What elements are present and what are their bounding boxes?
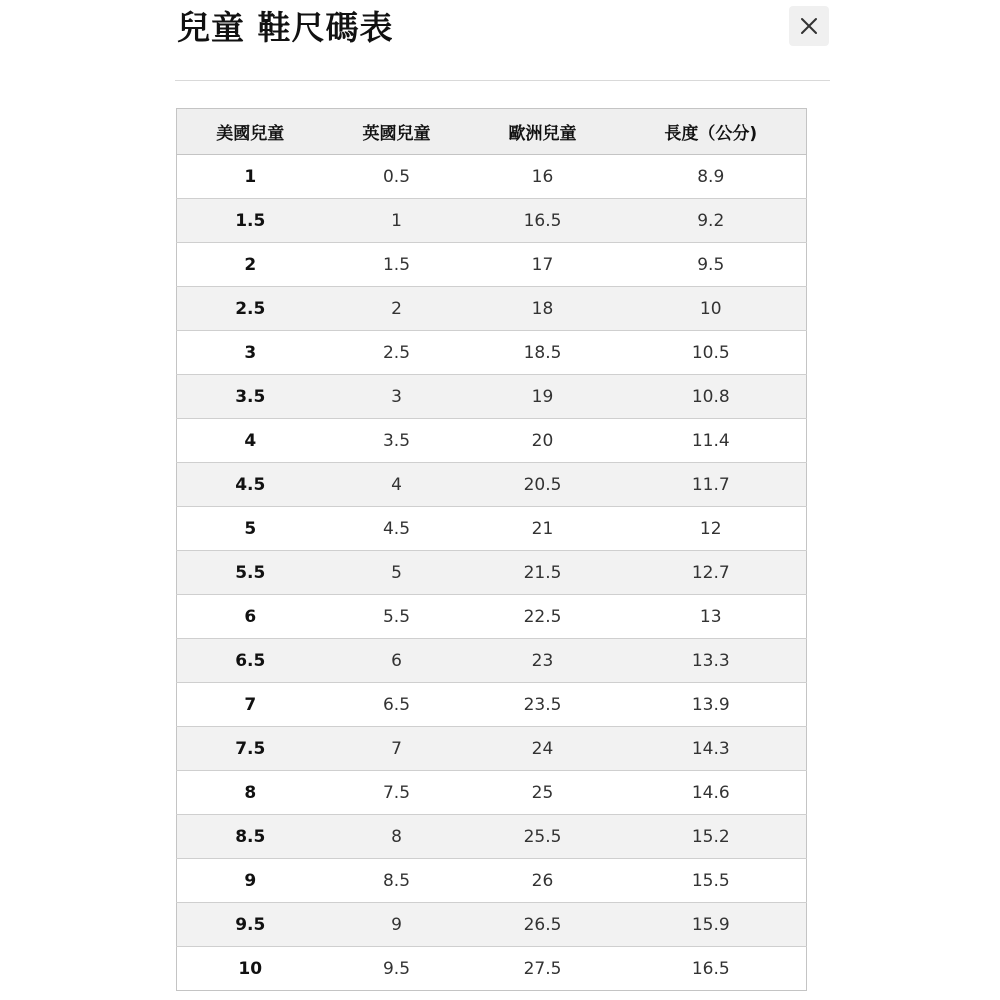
cell-us-kids: 5	[177, 507, 324, 551]
cell-length-cm: 15.2	[616, 815, 807, 859]
cell-uk-kids: 3.5	[324, 419, 470, 463]
cell-uk-kids: 5.5	[324, 595, 470, 639]
cell-eu-kids: 16.5	[470, 199, 616, 243]
cell-length-cm: 15.5	[616, 859, 807, 903]
table-row	[177, 287, 807, 331]
table-row	[177, 771, 807, 815]
cell-eu-kids: 24	[470, 727, 616, 771]
size-table	[176, 108, 807, 991]
cell-length-cm: 15.9	[616, 903, 807, 947]
cell-eu-kids: 17	[470, 243, 616, 287]
cell-us-kids: 4.5	[177, 463, 324, 507]
cell-eu-kids: 18.5	[470, 331, 616, 375]
cell-us-kids: 3	[177, 331, 324, 375]
dialog-title: 兒童 鞋尺碼表	[177, 8, 394, 47]
table-body	[177, 155, 807, 991]
table-row	[177, 331, 807, 375]
cell-length-cm: 13.9	[616, 683, 807, 727]
cell-eu-kids: 26.5	[470, 903, 616, 947]
cell-eu-kids: 27.5	[470, 947, 616, 991]
cell-us-kids: 5.5	[177, 551, 324, 595]
table-row	[177, 683, 807, 727]
cell-length-cm: 11.7	[616, 463, 807, 507]
cell-length-cm: 10.8	[616, 375, 807, 419]
cell-us-kids: 4	[177, 419, 324, 463]
cell-length-cm: 9.2	[616, 199, 807, 243]
cell-length-cm: 8.9	[616, 155, 807, 199]
cell-us-kids: 3.5	[177, 375, 324, 419]
cell-eu-kids: 16	[470, 155, 616, 199]
cell-us-kids: 2	[177, 243, 324, 287]
table-row	[177, 243, 807, 287]
cell-us-kids: 1	[177, 155, 324, 199]
cell-length-cm: 14.3	[616, 727, 807, 771]
table-row	[177, 639, 807, 683]
cell-us-kids: 7	[177, 683, 324, 727]
cell-uk-kids: 8	[324, 815, 470, 859]
table-row	[177, 947, 807, 991]
size-chart-dialog	[175, 0, 830, 1000]
cell-us-kids: 7.5	[177, 727, 324, 771]
table-row	[177, 551, 807, 595]
cell-us-kids: 2.5	[177, 287, 324, 331]
table-row	[177, 727, 807, 771]
table-row	[177, 903, 807, 947]
cell-length-cm: 12.7	[616, 551, 807, 595]
cell-uk-kids: 1	[324, 199, 470, 243]
table-row	[177, 859, 807, 903]
cell-uk-kids: 2	[324, 287, 470, 331]
cell-us-kids: 8	[177, 771, 324, 815]
cell-length-cm: 9.5	[616, 243, 807, 287]
table-row	[177, 199, 807, 243]
table-header-row	[177, 109, 807, 155]
table-row	[177, 375, 807, 419]
cell-length-cm: 12	[616, 507, 807, 551]
table-row	[177, 463, 807, 507]
close-icon	[800, 17, 818, 35]
cell-eu-kids: 22.5	[470, 595, 616, 639]
table-row	[177, 419, 807, 463]
cell-uk-kids: 7	[324, 727, 470, 771]
cell-length-cm: 11.4	[616, 419, 807, 463]
cell-uk-kids: 4.5	[324, 507, 470, 551]
cell-eu-kids: 21.5	[470, 551, 616, 595]
cell-uk-kids: 9	[324, 903, 470, 947]
cell-uk-kids: 2.5	[324, 331, 470, 375]
column-header-us-kids: 美國兒童	[177, 109, 324, 155]
cell-us-kids: 1.5	[177, 199, 324, 243]
cell-us-kids: 9	[177, 859, 324, 903]
cell-us-kids: 6	[177, 595, 324, 639]
cell-eu-kids: 18	[470, 287, 616, 331]
column-header-uk-kids: 英國兒童	[324, 109, 470, 155]
cell-uk-kids: 4	[324, 463, 470, 507]
cell-us-kids: 6.5	[177, 639, 324, 683]
cell-uk-kids: 1.5	[324, 243, 470, 287]
table-row	[177, 155, 807, 199]
cell-eu-kids: 25	[470, 771, 616, 815]
cell-uk-kids: 8.5	[324, 859, 470, 903]
table-header	[177, 109, 807, 155]
cell-length-cm: 16.5	[616, 947, 807, 991]
cell-eu-kids: 21	[470, 507, 616, 551]
cell-uk-kids: 9.5	[324, 947, 470, 991]
cell-length-cm: 10	[616, 287, 807, 331]
cell-length-cm: 14.6	[616, 771, 807, 815]
cell-length-cm: 10.5	[616, 331, 807, 375]
cell-eu-kids: 23.5	[470, 683, 616, 727]
cell-us-kids: 10	[177, 947, 324, 991]
cell-uk-kids: 7.5	[324, 771, 470, 815]
cell-uk-kids: 6.5	[324, 683, 470, 727]
cell-eu-kids: 26	[470, 859, 616, 903]
cell-eu-kids: 19	[470, 375, 616, 419]
cell-uk-kids: 0.5	[324, 155, 470, 199]
cell-length-cm: 13	[616, 595, 807, 639]
cell-eu-kids: 23	[470, 639, 616, 683]
cell-us-kids: 8.5	[177, 815, 324, 859]
cell-eu-kids: 25.5	[470, 815, 616, 859]
cell-uk-kids: 6	[324, 639, 470, 683]
dialog-header	[175, 0, 830, 81]
table-row	[177, 595, 807, 639]
cell-us-kids: 9.5	[177, 903, 324, 947]
cell-length-cm: 13.3	[616, 639, 807, 683]
table-row	[177, 815, 807, 859]
cell-eu-kids: 20.5	[470, 463, 616, 507]
cell-uk-kids: 5	[324, 551, 470, 595]
cell-uk-kids: 3	[324, 375, 470, 419]
column-header-eu-kids: 歐洲兒童	[470, 109, 616, 155]
table-row	[177, 507, 807, 551]
column-header-length-cm: 長度（公分)	[616, 109, 807, 155]
close-button[interactable]	[789, 6, 829, 46]
cell-eu-kids: 20	[470, 419, 616, 463]
